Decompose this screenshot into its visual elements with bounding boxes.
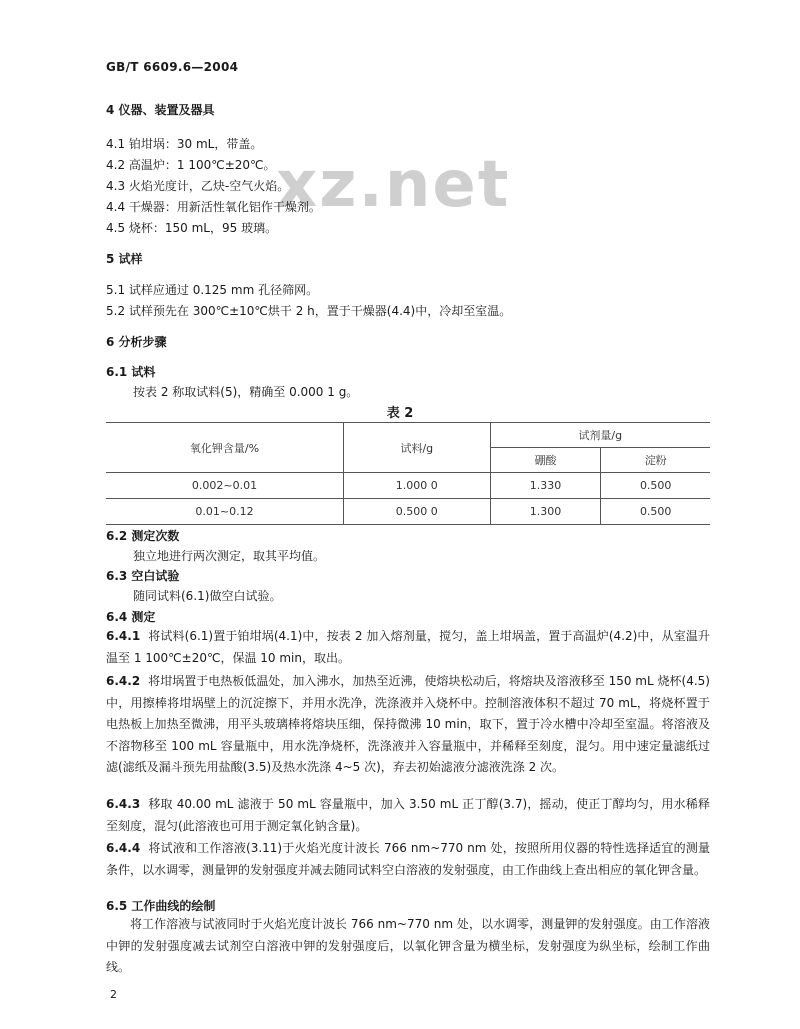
table-cell: 0.002~0.01: [106, 473, 344, 499]
item-4-3: 4.3 火焰光度计，乙炔-空气火焰。: [106, 179, 290, 193]
table-cell: 1.000 0: [344, 473, 491, 499]
subsection-6-4-title: 6.4 测定: [106, 610, 156, 624]
subsection-6-5-title: 6.5 工作曲线的绘制: [106, 899, 216, 913]
table-header-starch: 淀粉: [601, 448, 710, 473]
paragraph-6-4-2: [106, 671, 710, 779]
table-header-k2o: 氧化钾含量/%: [106, 423, 344, 473]
item-5-1: 5.1 试样应通过 0.125 mm 孔径筛网。: [106, 283, 319, 297]
paragraph-6-4-4: [106, 838, 710, 881]
clause-number: 6.4.4: [106, 841, 141, 855]
table-cell: 1.330: [490, 473, 601, 499]
subsection-6-3-title: 6.3 空白试验: [106, 569, 180, 583]
table-row: [106, 499, 710, 525]
table-caption: 表 2: [386, 406, 414, 421]
clause-text: 将试料(6.1)置于铂坩埚(4.1)中，按表 2 加入熔剂量，搅匀，盖上坩埚盖，置于高温炉(4.2)中，从室温升温至 1 100℃±20℃，保温 10 min，取出。: [106, 629, 710, 665]
paragraph-6-4-1: [106, 626, 710, 669]
item-4-2: 4.2 高温炉：1 100℃±20℃。: [106, 158, 276, 172]
section-4-title: 4 仪器、装置及器具: [106, 103, 215, 117]
table-cell: 0.500: [601, 499, 710, 525]
item-4-5: 4.5 烧杯：150 mL，95 玻璃。: [106, 221, 278, 235]
item-4-4: 4.4 干燥器：用新活性氧化铝作干燥剂。: [106, 200, 321, 214]
table-row: [106, 473, 710, 499]
clause-number: 6.4.3: [106, 797, 141, 811]
table-cell: 1.300: [490, 499, 601, 525]
table-cell: 0.01~0.12: [106, 499, 344, 525]
paragraph-6-5: 将工作溶液与试液同时于火焰光度计波长 766 nm~770 nm 处，以水调零，测量钾的发射强度。由工作溶液中钾的发射强度减去试剂空白溶液中钾的发射强度后，以氧化钾含量为横坐标，发射强度为纵坐标，绘制工作曲线。: [106, 917, 710, 974]
subsection-6-2-title: 6.2 测定次数: [106, 529, 180, 543]
document-code: GB/T 6609.6—2004: [106, 60, 239, 74]
section-5-title: 5 试样: [106, 252, 143, 266]
clause-number: 6.4.2: [106, 674, 141, 688]
clause-number: 6.4.1: [106, 629, 141, 643]
subsection-6-1-text: 按表 2 称取试料(5)，精确至 0.000 1 g。: [133, 385, 359, 399]
page-number: 2: [110, 988, 117, 1001]
reagent-table: [106, 422, 710, 525]
paragraph-6-4-3: [106, 794, 710, 837]
table-cell: 0.500 0: [344, 499, 491, 525]
subsection-6-1-title: 6.1 试料: [106, 365, 156, 379]
table-header-boric-acid: 硼酸: [490, 448, 601, 473]
watermark: xz.net: [276, 148, 511, 222]
table-cell: 0.500: [601, 473, 710, 499]
clause-text: 移取 40.00 mL 滤液于 50 mL 容量瓶中，加入 3.50 mL 正丁醇(3.7)，摇动，使正丁醇均匀，用水稀释至刻度，混匀(此溶液也可用于测定氧化钠含量)。: [106, 797, 710, 833]
table-header-reagent: 试剂量/g: [490, 423, 710, 448]
clause-text: 将坩埚置于电热板低温处，加入沸水，加热至近沸，使熔块松动后，将熔块及溶液移至 150 mL 烧杯(4.5)中，用擦棒将坩埚壁上的沉淀擦下，并用水洗净，洗涤液并入烧杯中。控制溶液体积不超过 70 mL，将烧杯置于电热板上加热至微沸，用平头玻璃棒将熔块压细，保持微沸 10 min，取下，置于冷水槽中冷却至室温。将溶液及不溶物移至 100 mL 容量瓶中，用水洗净烧杯，洗涤液并入容量瓶中，并稀释至刻度，混匀。用中速定量滤纸过滤(滤纸及漏斗预先用盐酸(3.5)及热水洗涤 4~5 次)，弃去初始滤液分滤液洗涤 2 次。: [106, 674, 710, 774]
subsection-6-3-text: 随同试料(6.1)做空白试验。: [133, 589, 282, 603]
table-header-sample: 试料/g: [344, 423, 491, 473]
subsection-6-2-text: 独立地进行两次测定，取其平均值。: [133, 549, 326, 563]
item-4-1: 4.1 铂坩埚：30 mL，带盖。: [106, 137, 263, 151]
clause-text: 将试液和工作溶液(3.11)于火焰光度计波长 766 nm~770 nm 处，按照所用仪器的特性选择适宜的测量条件，以水调零，测量钾的发射强度并减去随同试料空白溶液的发射强度，由工作曲线上查出相应的氧化钾含量。: [106, 841, 710, 877]
section-6-title: 6 分析步骤: [106, 335, 167, 349]
item-5-2: 5.2 试样预先在 300℃±10℃烘干 2 h，置于干燥器(4.4)中，冷却至室温。: [106, 304, 512, 318]
